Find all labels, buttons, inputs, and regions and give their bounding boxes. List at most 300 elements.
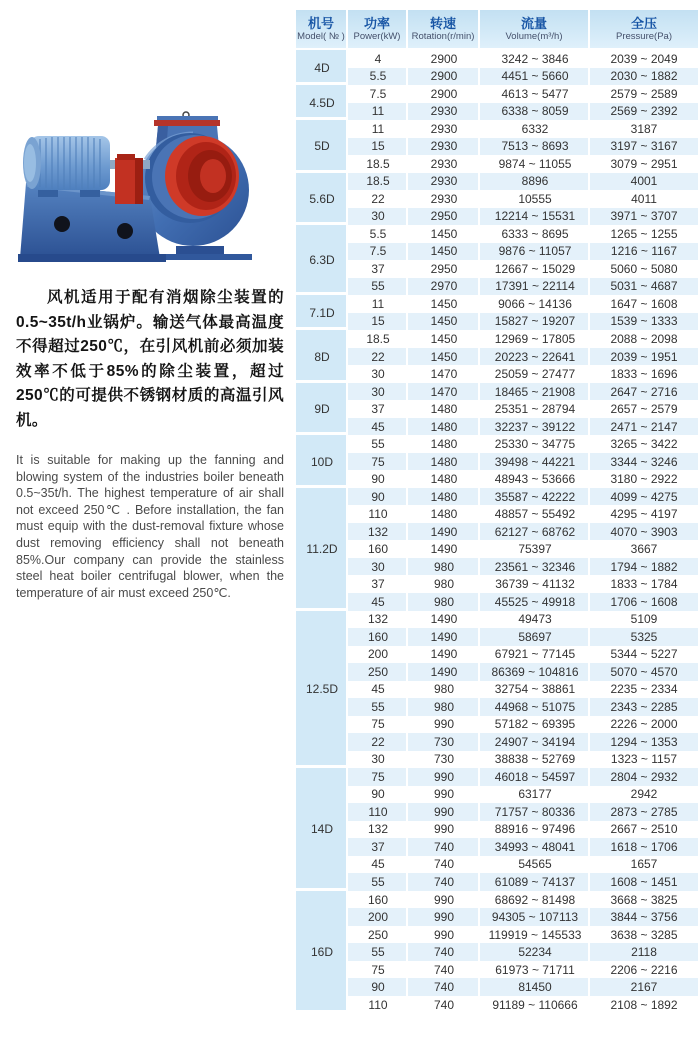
table-row: [296, 85, 698, 103]
pressure-cell: 2039 ~ 2049: [610, 51, 678, 66]
power-cell: 30: [348, 558, 408, 576]
rotation-cell: 1450: [408, 225, 480, 243]
volume-cell: 7513 ~ 8693: [480, 138, 590, 156]
volume-cell: 3242 ~ 3846: [480, 50, 590, 68]
pressure-cell: 3079 ~ 2951: [610, 156, 678, 171]
volume-cell: 8896: [480, 173, 590, 191]
power-cell: 37: [348, 260, 408, 278]
power-cell: 22: [348, 190, 408, 208]
pressure-cell: 5031 ~ 4687: [590, 278, 698, 296]
header-pressure: [590, 10, 698, 48]
rotation-cell: 2930: [408, 138, 480, 156]
rotation-cell: 1490: [408, 540, 480, 558]
table-row: [296, 208, 698, 226]
volume-cell: 25351 ~ 28794: [480, 400, 590, 418]
table-row: [296, 68, 698, 86]
pressure-cell: 1294 ~ 1353: [590, 733, 698, 751]
rotation-cell: 990: [408, 821, 480, 839]
power-cell: 30: [348, 383, 408, 401]
volume-cell: 10555: [480, 190, 590, 208]
power-cell: 55: [348, 435, 408, 453]
table-row: [296, 120, 698, 138]
table-row: [296, 260, 698, 278]
volume-cell: 17391 ~ 22114: [480, 278, 590, 296]
volume-cell: 32237 ~ 39122: [480, 418, 590, 436]
rotation-cell: 1470: [408, 365, 480, 383]
pressure-cell: 5060 ~ 5080: [610, 261, 678, 276]
header-volume-zh: 流量: [520, 16, 547, 31]
rotation-cell: 1480: [408, 453, 480, 471]
header-volume-en: Volume(m³/h): [505, 31, 563, 42]
header-model: [296, 10, 348, 48]
table-row: [296, 733, 698, 751]
pressure-cell: 4099 ~ 4275: [590, 488, 698, 506]
chinese-description: 风机适用于配有消烟除尘装置的0.5~35t/h业锅炉。输送气体最高温度不得超过250℃，在引风机前必须加装效率不低于85%的除尘装置，超过250℃的可提供不锈钢材质的高温引风机。: [16, 289, 284, 429]
pressure-cell: 2167: [590, 978, 698, 996]
power-cell: 45: [348, 593, 408, 611]
table-row: [296, 418, 698, 436]
power-cell: 132: [348, 523, 408, 541]
power-cell: 90: [348, 978, 408, 996]
power-cell: 55: [348, 278, 408, 296]
table-row: [296, 751, 698, 769]
power-cell: 7.5: [348, 85, 408, 103]
pressure-cell: 3667: [630, 542, 658, 557]
rotation-cell: 1480: [408, 435, 480, 453]
volume-cell: 48943 ~ 53666: [480, 470, 590, 488]
power-cell: 7.5: [348, 243, 408, 261]
power-cell: 250: [348, 663, 408, 681]
pressure-cell: 1618 ~ 1706: [590, 838, 698, 856]
volume-cell: 12214 ~ 15531: [480, 208, 590, 226]
model-cell: 5D: [296, 120, 348, 173]
header-volume: [480, 10, 590, 48]
table-row: [296, 943, 698, 961]
rotation-cell: 2950: [408, 260, 480, 278]
table-row: [296, 978, 698, 996]
volume-cell: 6338 ~ 8059: [480, 103, 590, 121]
header-power-en: Power(kW): [353, 31, 401, 42]
power-cell: 75: [348, 716, 408, 734]
table-row: [296, 50, 698, 68]
pressure-cell: 2206 ~ 2216: [610, 962, 678, 977]
header-rotation: [408, 10, 480, 48]
model-cell: 12.5D: [296, 611, 348, 769]
pressure-cell: 2108 ~ 1892: [610, 997, 678, 1012]
volume-cell: 62127 ~ 68762: [480, 523, 590, 541]
fan-product-image: [18, 110, 258, 265]
pressure-cell: 5109: [630, 612, 658, 627]
rotation-cell: 1450: [408, 348, 480, 366]
pressure-cell: 2235 ~ 2334: [610, 682, 678, 697]
table-row: [296, 628, 698, 646]
pressure-cell: 2804 ~ 2932: [590, 768, 698, 786]
table-row: [296, 996, 698, 1014]
pressure-cell: 3197 ~ 3167: [590, 138, 698, 156]
rotation-cell: 740: [408, 943, 480, 961]
volume-cell: 94305 ~ 107113: [480, 908, 590, 926]
pressure-cell: 4070 ~ 3903: [590, 523, 698, 541]
english-description: It is suitable for making up the fanning and blowing system of the industries boiler beneath 0.5~35t/h. The highest temperature of air shall not exceed 250℃ . Before installation, the fan must equip with the dust-removal fixture whose dust removing efficiency shall not beneath 85%.Our company can provide the stainless steel heat boiler centrifugal blower, when the temperature of air must exceed 250℃.: [16, 453, 284, 600]
model-cell: 4D: [296, 50, 348, 85]
rotation-cell: 980: [408, 681, 480, 699]
volume-cell: 20223 ~ 22641: [480, 348, 590, 366]
volume-cell: 67921 ~ 77145: [480, 646, 590, 664]
power-cell: 45: [348, 681, 408, 699]
pressure-cell: 2343 ~ 2285: [590, 698, 698, 716]
power-cell: 15: [348, 138, 408, 156]
model-cell: 11.2D: [296, 488, 348, 611]
power-cell: 18.5: [348, 155, 408, 173]
power-cell: 110: [348, 803, 408, 821]
volume-cell: 24907 ~ 34194: [480, 733, 590, 751]
rotation-cell: 1450: [408, 243, 480, 261]
pressure-cell: 4295 ~ 4197: [610, 507, 678, 522]
rotation-cell: 2970: [408, 278, 480, 296]
power-cell: 200: [348, 908, 408, 926]
volume-cell: 91189 ~ 110666: [480, 996, 590, 1014]
table-row: [296, 505, 698, 523]
rotation-cell: 2930: [408, 173, 480, 191]
power-cell: 90: [348, 786, 408, 804]
power-cell: 45: [348, 418, 408, 436]
power-cell: 37: [348, 575, 408, 593]
volume-cell: 88916 ~ 97496: [480, 821, 590, 839]
table-row: [296, 786, 698, 804]
pressure-cell: 2088 ~ 2098: [610, 332, 678, 346]
pressure-cell: 3180 ~ 2922: [610, 472, 678, 487]
power-cell: 200: [348, 646, 408, 664]
header-model-zh: 机号: [307, 16, 334, 31]
model-cell: 9D: [296, 383, 348, 436]
rotation-cell: 980: [408, 558, 480, 576]
rotation-cell: 740: [408, 996, 480, 1014]
power-cell: 30: [348, 365, 408, 383]
power-cell: 160: [348, 628, 408, 646]
volume-cell: 119919 ~ 145533: [480, 926, 590, 944]
rotation-cell: 740: [408, 838, 480, 856]
volume-cell: 32754 ~ 38861: [480, 681, 590, 699]
model-cell: 4.5D: [296, 85, 348, 120]
pressure-cell: 1706 ~ 1608: [590, 593, 698, 611]
header-rotation-en: Rotation(r/min): [411, 31, 475, 42]
table-row: [296, 435, 698, 453]
header-pressure-zh: 全压: [630, 16, 657, 31]
power-cell: 110: [348, 505, 408, 523]
volume-cell: 4613 ~ 5477: [480, 85, 590, 103]
power-cell: 132: [348, 611, 408, 629]
table-row: [296, 278, 698, 296]
rotation-cell: 1480: [408, 400, 480, 418]
table-header-row: [296, 10, 698, 48]
rotation-cell: 990: [408, 926, 480, 944]
model-cell: 8D: [296, 330, 348, 383]
table-row: [296, 803, 698, 821]
model-cell: 6.3D: [296, 225, 348, 295]
pressure-cell: 3971 ~ 3707: [590, 208, 698, 226]
pressure-cell: 1608 ~ 1451: [590, 873, 698, 891]
power-cell: 37: [348, 400, 408, 418]
volume-cell: 49473: [480, 611, 590, 629]
table-row: [296, 348, 698, 366]
volume-cell: 57182 ~ 69395: [480, 716, 590, 734]
volume-cell: 52234: [480, 943, 590, 961]
fan-motor: [23, 136, 110, 197]
rotation-cell: 1490: [408, 628, 480, 646]
power-cell: 132: [348, 821, 408, 839]
table-row: [296, 681, 698, 699]
table-row: [296, 611, 698, 629]
power-cell: 90: [348, 488, 408, 506]
pressure-cell: 3668 ~ 3825: [610, 892, 678, 907]
volume-cell: 6332: [480, 120, 590, 138]
pressure-cell: 2030 ~ 1882: [590, 68, 698, 86]
pressure-cell: 2667 ~ 2510: [610, 822, 678, 837]
header-model-en: Model( № ): [297, 31, 345, 42]
volume-cell: 35587 ~ 42222: [480, 488, 590, 506]
power-cell: 110: [348, 996, 408, 1014]
volume-cell: 34993 ~ 48041: [480, 838, 590, 856]
power-cell: 250: [348, 926, 408, 944]
rotation-cell: 2930: [408, 155, 480, 173]
power-cell: 11: [348, 103, 408, 121]
volume-cell: 36739 ~ 41132: [480, 575, 590, 593]
power-cell: 22: [348, 733, 408, 751]
pressure-cell: 1833 ~ 1784: [610, 577, 678, 592]
volume-cell: 45525 ~ 49918: [480, 593, 590, 611]
pressure-cell: 3187: [630, 121, 658, 136]
volume-cell: 68692 ~ 81498: [480, 891, 590, 909]
pressure-cell: 2657 ~ 2579: [610, 402, 678, 417]
header-power: [348, 10, 408, 48]
power-cell: 160: [348, 891, 408, 909]
rotation-cell: 1450: [408, 295, 480, 313]
model-cell: 7.1D: [296, 295, 348, 330]
rotation-cell: 730: [408, 751, 480, 769]
pressure-cell: 1657: [630, 857, 658, 872]
rotation-cell: 1490: [408, 523, 480, 541]
table-row: [296, 698, 698, 716]
volume-cell: 61973 ~ 71711: [480, 961, 590, 979]
rotation-cell: 740: [408, 873, 480, 891]
table-row: [296, 523, 698, 541]
rotation-cell: 2900: [408, 68, 480, 86]
power-cell: 5.5: [348, 225, 408, 243]
pressure-cell: 1794 ~ 1882: [590, 558, 698, 576]
spec-table: [296, 10, 698, 1013]
rotation-cell: 1470: [408, 383, 480, 401]
rotation-cell: 2950: [408, 208, 480, 226]
volume-cell: 63177: [480, 786, 590, 804]
power-cell: 55: [348, 698, 408, 716]
pressure-cell: 2873 ~ 2785: [590, 803, 698, 821]
power-cell: 30: [348, 751, 408, 769]
header-power-zh: 功率: [363, 16, 390, 31]
model-cell: 5.6D: [296, 173, 348, 226]
volume-cell: 9876 ~ 11057: [480, 243, 590, 261]
pressure-cell: 5070 ~ 4570: [590, 663, 698, 681]
rotation-cell: 730: [408, 733, 480, 751]
table-row: [296, 891, 698, 909]
rotation-cell: 2930: [408, 120, 480, 138]
model-cell: 14D: [296, 768, 348, 891]
pressure-cell: 3844 ~ 3756: [590, 908, 698, 926]
pressure-cell: 2039 ~ 1951: [590, 348, 698, 366]
table-row: [296, 488, 698, 506]
volume-cell: 46018 ~ 54597: [480, 768, 590, 786]
power-cell: 18.5: [348, 330, 408, 348]
rotation-cell: 990: [408, 803, 480, 821]
power-cell: 75: [348, 768, 408, 786]
table-row: [296, 716, 698, 734]
table-row: [296, 103, 698, 121]
table-row: [296, 838, 698, 856]
table-row: [296, 330, 698, 348]
power-cell: 55: [348, 873, 408, 891]
rotation-cell: 990: [408, 908, 480, 926]
power-cell: 160: [348, 540, 408, 558]
volume-cell: 58697: [480, 628, 590, 646]
volume-cell: 9874 ~ 11055: [480, 155, 590, 173]
power-cell: 30: [348, 208, 408, 226]
table-row: [296, 926, 698, 944]
power-cell: 55: [348, 943, 408, 961]
pressure-cell: 1647 ~ 1608: [610, 296, 678, 311]
pressure-cell: 3638 ~ 3285: [610, 927, 678, 942]
power-cell: 11: [348, 295, 408, 313]
volume-cell: 44968 ~ 51075: [480, 698, 590, 716]
spec-data-table: [296, 50, 698, 1013]
volume-cell: 48857 ~ 55492: [480, 505, 590, 523]
rotation-cell: 990: [408, 716, 480, 734]
volume-cell: 81450: [480, 978, 590, 996]
pressure-cell: 1323 ~ 1157: [610, 752, 678, 767]
table-row: [296, 908, 698, 926]
header-pressure-en: Pressure(Pa): [616, 31, 672, 42]
power-cell: 4: [348, 50, 408, 68]
table-row: [296, 400, 698, 418]
pressure-cell: 2118: [590, 943, 698, 961]
table-row: [296, 138, 698, 156]
power-cell: 45: [348, 856, 408, 874]
table-row: [296, 961, 698, 979]
power-cell: 37: [348, 838, 408, 856]
rotation-cell: 1480: [408, 418, 480, 436]
volume-cell: 23561 ~ 32346: [480, 558, 590, 576]
pressure-cell: 2471 ~ 2147: [590, 418, 698, 436]
power-cell: 75: [348, 961, 408, 979]
table-row: [296, 540, 698, 558]
pressure-cell: 1216 ~ 1167: [590, 243, 698, 261]
volume-cell: 38838 ~ 52769: [480, 751, 590, 769]
power-cell: 15: [348, 313, 408, 331]
volume-cell: 71757 ~ 80336: [480, 803, 590, 821]
table-row: [296, 313, 698, 331]
table-row: [296, 173, 698, 191]
rotation-cell: 990: [408, 768, 480, 786]
rotation-cell: 740: [408, 978, 480, 996]
pressure-cell: 2942: [630, 787, 658, 802]
pressure-cell: 1265 ~ 1255: [610, 226, 678, 241]
rotation-cell: 2930: [408, 190, 480, 208]
volume-cell: 9066 ~ 14136: [480, 295, 590, 313]
volume-cell: 12969 ~ 17805: [480, 330, 590, 348]
rotation-cell: 980: [408, 593, 480, 611]
table-row: [296, 558, 698, 576]
rotation-cell: 740: [408, 856, 480, 874]
table-row: [296, 453, 698, 471]
rotation-cell: 980: [408, 575, 480, 593]
table-row: [296, 575, 698, 593]
rotation-cell: 1490: [408, 663, 480, 681]
table-row: [296, 873, 698, 891]
rotation-cell: 980: [408, 698, 480, 716]
volume-cell: 12667 ~ 15029: [480, 260, 590, 278]
rotation-cell: 1480: [408, 488, 480, 506]
volume-cell: 75397: [480, 540, 590, 558]
volume-cell: 25330 ~ 34775: [480, 435, 590, 453]
pressure-cell: 1833 ~ 1696: [610, 367, 678, 382]
table-row: [296, 821, 698, 839]
table-row: [296, 295, 698, 313]
pressure-cell: 1539 ~ 1333: [590, 313, 698, 331]
table-row: [296, 768, 698, 786]
power-cell: 11: [348, 120, 408, 138]
volume-cell: 61089 ~ 74137: [480, 873, 590, 891]
fan-bearing-block: [115, 154, 143, 204]
pressure-cell: 2226 ~ 2000: [610, 717, 678, 732]
power-cell: 90: [348, 470, 408, 488]
power-cell: 5.5: [348, 68, 408, 86]
model-cell: 16D: [296, 891, 348, 1014]
volume-cell: 6333 ~ 8695: [480, 225, 590, 243]
pressure-cell: 2569 ~ 2392: [590, 103, 698, 121]
volume-cell: 86369 ~ 104816: [480, 663, 590, 681]
rotation-cell: 2900: [408, 85, 480, 103]
table-row: [296, 243, 698, 261]
rotation-cell: 990: [408, 891, 480, 909]
volume-cell: 25059 ~ 27477: [480, 365, 590, 383]
rotation-cell: 2930: [408, 103, 480, 121]
power-cell: 18.5: [348, 173, 408, 191]
volume-cell: 39498 ~ 44221: [480, 453, 590, 471]
table-row: [296, 646, 698, 664]
rotation-cell: 1480: [408, 470, 480, 488]
table-row: [296, 470, 698, 488]
rotation-cell: 1450: [408, 313, 480, 331]
volume-cell: 15827 ~ 19207: [480, 313, 590, 331]
rotation-cell: 740: [408, 961, 480, 979]
model-cell: 10D: [296, 435, 348, 488]
pressure-cell: 3344 ~ 3246: [590, 453, 698, 471]
table-row: [296, 190, 698, 208]
header-rotation-zh: 转速: [429, 16, 456, 31]
spec-table-body: [296, 50, 698, 1013]
table-row: [296, 663, 698, 681]
volume-cell: 4451 ~ 5660: [480, 68, 590, 86]
table-row: [296, 856, 698, 874]
table-row: [296, 225, 698, 243]
pressure-cell: 5325: [590, 628, 698, 646]
pressure-cell: 3265 ~ 3422: [610, 437, 678, 452]
pressure-cell: 2647 ~ 2716: [590, 383, 698, 401]
rotation-cell: 990: [408, 786, 480, 804]
volume-cell: 18465 ~ 21908: [480, 383, 590, 401]
table-row: [296, 383, 698, 401]
rotation-cell: 1450: [408, 330, 480, 348]
table-row: [296, 593, 698, 611]
pressure-cell: 4001: [590, 173, 698, 191]
